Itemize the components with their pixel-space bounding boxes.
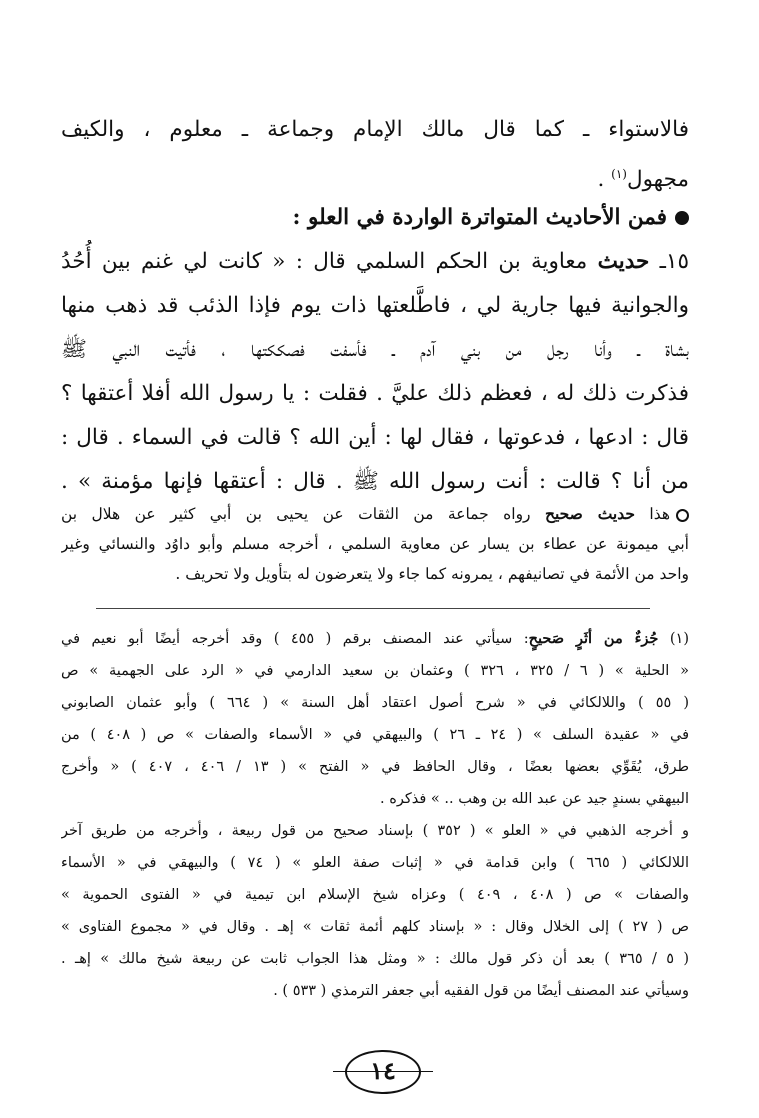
- footnote-number: (١): [658, 631, 689, 647]
- body-text: مجهول: [626, 167, 689, 193]
- body-line-1: فالاستواء ـ كما قال مالك الإمام وجماعة ـ معلوم ، والكيف: [61, 117, 689, 142]
- footnote-line-10: ص ( ٢٧ ) إلى الخلال وقال : « بإسناد كلهم أئمة ثقات » إهـ . وقال في « مجموع الفتاوى »: [61, 919, 689, 935]
- footnote-line-2: « الحلية » ( ٦ / ٣٢٥ ، ٣٢٦ ) وعثمان بن سعيد الدارمي في « الرد على الجهمية » ص: [61, 663, 689, 679]
- bullet-icon: [675, 211, 689, 225]
- footnote-line-4: في « عقيدة السلف » ( ٢٤ ـ ٢٦ ) والبيهقي في « الأسماء والصفات » ص ( ٤٠٨ ) من: [61, 727, 689, 743]
- footnote-line-7: و أخرجه الذهبي في « العلو » ( ٣٥٢ ) بإسناد صحيح من قول ربيعة ، وأخرجه من طريق آخر: [61, 823, 689, 839]
- hadith-keyword: حديث: [597, 249, 650, 274]
- footnote-line-3: ( ٥٥ ) واللالكائي في « شرح أصول اعتقاد أهل السنة » ( ٦٦٤ ) وأبو عثمان الصابوني: [61, 695, 689, 711]
- hadith-line-4: فذكرت ذلك له ، فعظم ذلك عليَّ . فقلت : يا رسول الله أفلا أعتقها ؟: [61, 381, 689, 406]
- commentary-line-2: أبي ميمونة عن عطاء بن يسار عن معاوية السلمي ، أخرجه مسلم وأبو داوُد والنسائي وغير: [61, 535, 689, 553]
- footnote-line-12: وسيأتي عند المصنف أيضًا من قول الفقيه أبي جعفر الترمذي ( ٥٣٣ ) .: [273, 983, 689, 999]
- body-text: .: [597, 167, 612, 193]
- footnote-line-6: البيهقي بسندٍ جيد عن عبد الله بن وهب .. » فذكره .: [380, 791, 689, 807]
- footnote-line-9: والصفات » ص ( ٤٠٨ ، ٤٠٩ ) وعزاه شيخ الإسلام ابن تيمية في « الفتوى الحموية »: [61, 887, 689, 903]
- commentary-text: هذا: [634, 505, 671, 523]
- footnote-text: : سيأتي عند المصنف برقم ( ٤٥٥ ) وقد أخرجه أيضًا أبو نعيم في: [61, 631, 529, 647]
- page-number: ١٤: [345, 1050, 421, 1094]
- hadith-line-5: قال : ادعها ، فدعوتها ، فقال لها : أين الله ؟ قالت في السماء . قال :: [61, 425, 689, 450]
- hadith-line-6: من أنا ؟ قالت : أنت رسول الله ﷺ . قال : أعتقها فإنها مؤمنة » .: [61, 469, 689, 494]
- hadith-line-1: [61, 240, 689, 284]
- footnote-line-8: اللالكائي ( ٦٦٥ ) وابن قدامة في « إثبات صفة العلو » ( ٧٤ ) والبيهقي في « الأسماء: [61, 855, 689, 871]
- footnote-separator: [96, 608, 650, 609]
- footnote-line-5: طرق، يُقَوِّي بعضها بعضًا ، وقال الحافظ في « الفتح » ( ١٣ / ٤٠٦ ، ٤٠٧ ) « وأخرج: [61, 759, 689, 775]
- footnote-line-1: [61, 624, 689, 654]
- circle-marker-icon: [676, 509, 689, 522]
- hadith-line-3: بشاة ـ وأنا رجل من بني آدم ـ فأسفت فصككتها ، فأتيت النبي ﷺ: [61, 337, 689, 362]
- footnote-grade: جُزءٌ من أثَرٍ صَحيحٍ: [528, 630, 659, 647]
- commentary-line-1: [61, 500, 689, 528]
- commentary-line-3: واحد من الأئمة في تصانيفهم ، يمرونه كما جاء ولا يتعرضون له بتأويل ولا تحريف .: [175, 565, 689, 583]
- section-heading: [61, 196, 689, 240]
- footnote-ref: (١): [611, 167, 627, 181]
- hadith-text: معاوية بن الحكم السلمي قال : « كانت لي غنم بين أُحُدُ: [61, 249, 598, 274]
- footnote-line-11: ( ٥ / ٣٦٥ ) بعد أن ذكر قول مالك : « ومثل هذا الجواب ثابت عن ربيعة شيخ مالك » إهـ .: [61, 951, 689, 967]
- heading-text: فمن الأحاديث المتواترة الواردة في العلو :: [292, 205, 667, 230]
- body-line-2: [61, 152, 689, 202]
- hadith-number: ١٥ـ: [649, 249, 689, 274]
- hadith-line-2: والجوانية فيها جارية لي ، فاطَّلعتها ذات يوم فإذا الذئب قد ذهب منها: [61, 293, 689, 318]
- commentary-text: رواه جماعة من الثقات عن يحيى بن أبي كثير عن هلال بن: [61, 505, 545, 523]
- commentary-grade: حديث صحيح: [544, 504, 635, 523]
